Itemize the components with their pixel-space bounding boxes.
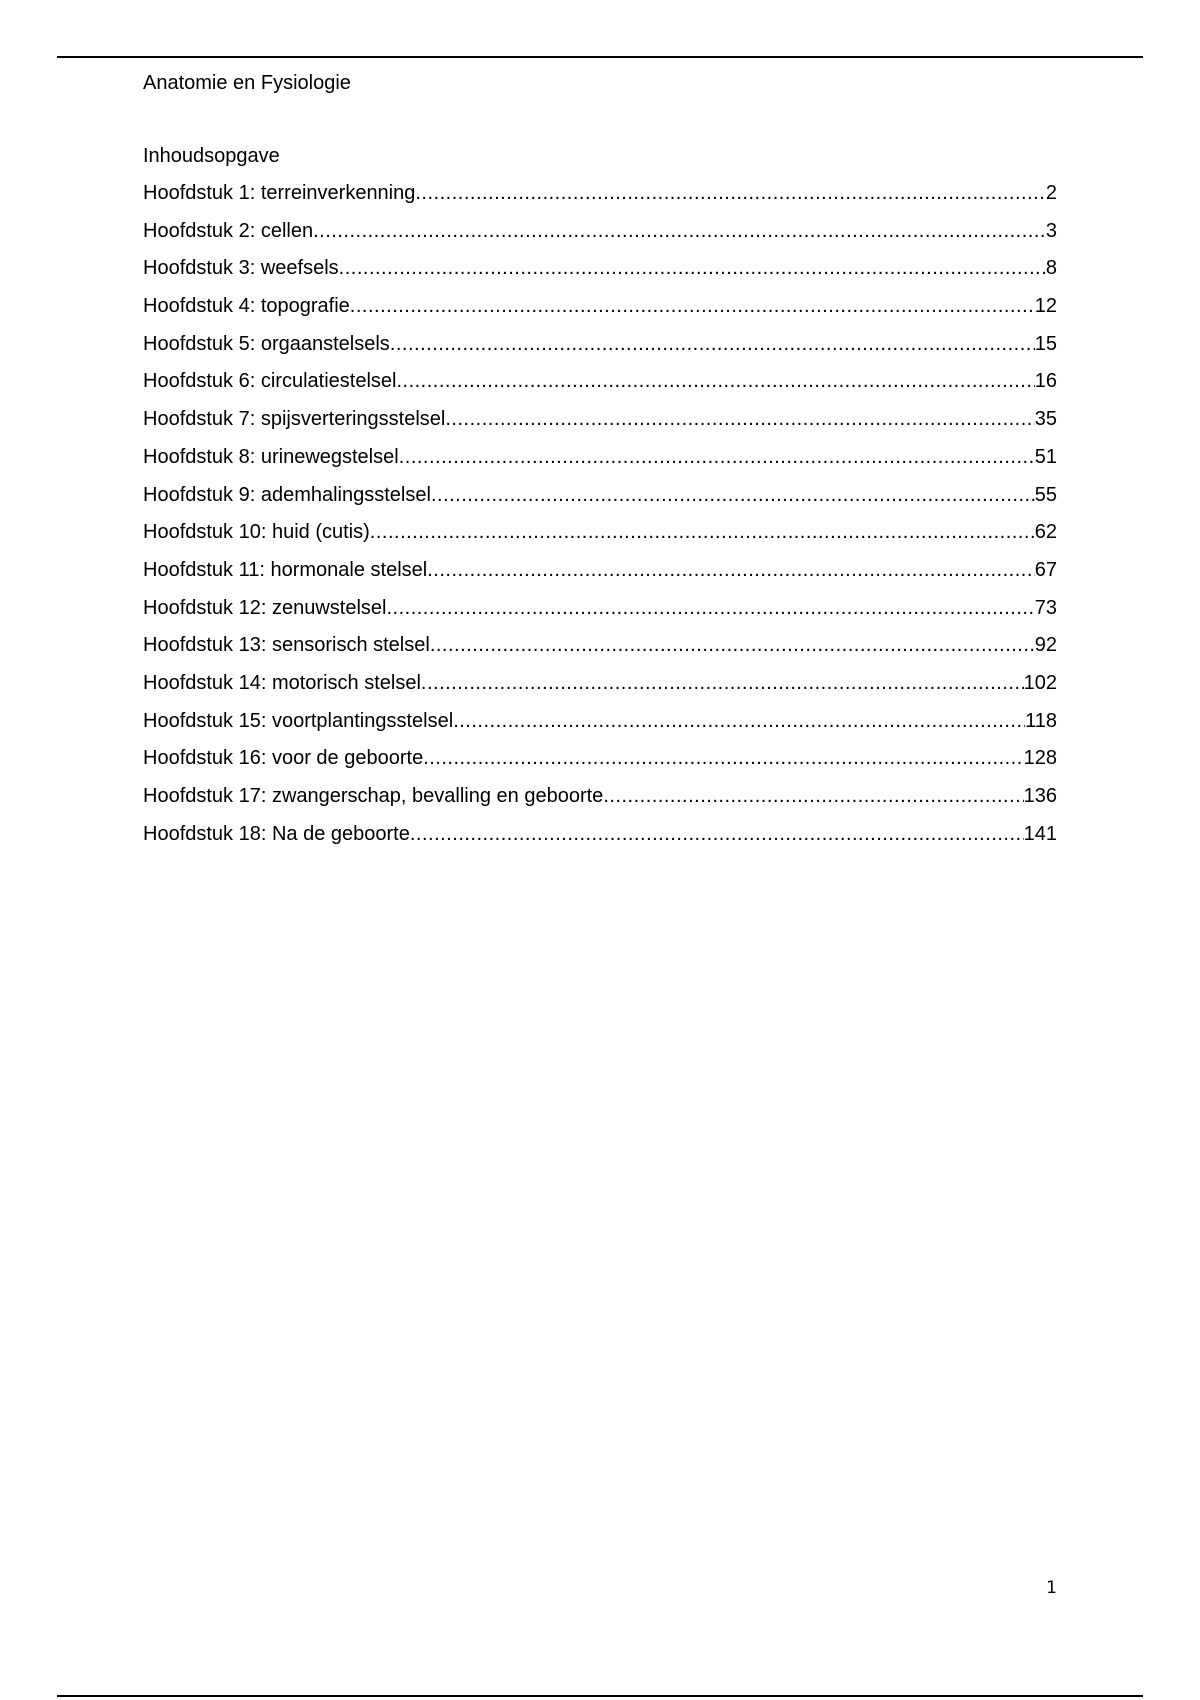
toc-entry[interactable]: [143, 256, 1057, 294]
toc-dot-leader: [427, 558, 1035, 582]
toc-entry-page-number: 136: [1023, 785, 1057, 807]
toc-dot-leader: [370, 520, 1035, 544]
toc-entry[interactable]: [143, 332, 1057, 370]
toc-entry-page-number: 102: [1023, 671, 1057, 694]
toc-entry-page-number: 12: [1034, 295, 1057, 318]
toc-entry[interactable]: [143, 784, 1057, 822]
toc-entry-label: Hoofdstuk 2: cellen: [143, 219, 314, 242]
toc-entry-label: Hoofdstuk 6: circulatiestelsel: [143, 370, 397, 393]
toc-dot-leader: [410, 822, 1024, 846]
toc-entry[interactable]: [143, 181, 1057, 219]
toc-entry[interactable]: [143, 558, 1057, 596]
toc-entry-label: Hoofdstuk 15: voortplantingsstelsel: [143, 709, 454, 732]
toc-entry[interactable]: [143, 746, 1057, 784]
toc-entry-label: Hoofdstuk 16: voor de geboorte: [143, 747, 424, 770]
toc-entry-label: Hoofdstuk 18: Na de geboorte: [143, 822, 410, 845]
toc-entry[interactable]: [143, 520, 1057, 558]
toc-dot-leader: [430, 633, 1035, 657]
toc-entry-page-number: 128: [1023, 747, 1057, 770]
table-of-contents: [143, 181, 1057, 859]
toc-dot-leader: [453, 709, 1025, 733]
toc-entry-label: Hoofdstuk 3: weefsels: [143, 257, 339, 280]
page-number: 1: [1046, 1578, 1057, 1598]
toc-dot-leader: [421, 671, 1024, 695]
toc-entry-label: Hoofdstuk 17: zwangerschap, bevalling en geboorte: [143, 785, 604, 807]
toc-entry-label: Hoofdstuk 10: huid (cutis): [143, 521, 370, 544]
toc-dot-leader: [603, 784, 1023, 808]
toc-entry-page-number: 2: [1045, 182, 1057, 204]
toc-dot-leader: [313, 219, 1046, 243]
toc-dot-leader: [386, 596, 1034, 620]
toc-entry[interactable]: [143, 294, 1057, 332]
toc-entry-page-number: 3: [1045, 219, 1057, 242]
toc-entry-label: Hoofdstuk 14: motorisch stelsel: [143, 671, 421, 694]
toc-dot-leader: [445, 407, 1034, 431]
footer-rule: [57, 1695, 1143, 1697]
toc-entry[interactable]: [143, 822, 1057, 860]
toc-entry[interactable]: [143, 671, 1057, 709]
toc-entry-page-number: 62: [1034, 521, 1057, 544]
toc-dot-leader: [431, 483, 1035, 507]
toc-dot-leader: [396, 369, 1034, 393]
toc-entry-label: Hoofdstuk 13: sensorisch stelsel: [143, 634, 430, 657]
toc-entry-label: Hoofdstuk 12: zenuwstelsel: [143, 596, 387, 619]
toc-dot-leader: [423, 746, 1023, 770]
toc-dot-leader: [415, 181, 1046, 205]
toc-entry-page-number: 141: [1023, 822, 1057, 845]
toc-entry-page-number: 16: [1034, 370, 1057, 393]
header-rule: [57, 56, 1143, 58]
toc-entry[interactable]: [143, 369, 1057, 407]
document-header-title: Anatomie en Fysiologie: [143, 72, 351, 94]
toc-entry-page-number: 92: [1034, 634, 1057, 657]
toc-entry[interactable]: [143, 633, 1057, 671]
toc-entry[interactable]: [143, 407, 1057, 445]
toc-entry-page-number: 51: [1034, 445, 1057, 468]
toc-entry[interactable]: [143, 483, 1057, 521]
toc-entry[interactable]: [143, 596, 1057, 634]
toc-heading: Inhoudsopgave: [143, 145, 280, 167]
toc-entry-page-number: 55: [1034, 483, 1057, 506]
toc-entry[interactable]: [143, 445, 1057, 483]
toc-entry-label: Hoofdstuk 4: topografie: [143, 295, 350, 318]
toc-entry-page-number: 35: [1034, 408, 1057, 431]
toc-entry-label: Hoofdstuk 7: spijsverteringsstelsel: [143, 408, 446, 431]
toc-entry-label: Hoofdstuk 11: hormonale stelsel: [143, 558, 428, 581]
toc-dot-leader: [339, 256, 1046, 280]
toc-entry-label: Hoofdstuk 1: terreinverkenning: [143, 182, 416, 204]
toc-entry-label: Hoofdstuk 5: orgaanstelsels: [143, 332, 390, 355]
toc-entry[interactable]: [143, 219, 1057, 257]
toc-entry-page-number: 73: [1034, 596, 1057, 619]
toc-entry-label: Hoofdstuk 8: urinewegstelsel: [143, 445, 399, 468]
toc-entry[interactable]: [143, 709, 1057, 747]
toc-dot-leader: [350, 294, 1035, 318]
toc-entry-page-number: 15: [1034, 332, 1057, 355]
toc-entry-page-number: 8: [1045, 257, 1057, 280]
toc-entry-page-number: 118: [1025, 709, 1057, 732]
toc-entry-page-number: 67: [1034, 558, 1057, 581]
toc-entry-label: Hoofdstuk 9: ademhalingsstelsel: [143, 483, 431, 506]
toc-dot-leader: [390, 332, 1035, 356]
toc-dot-leader: [399, 445, 1035, 469]
